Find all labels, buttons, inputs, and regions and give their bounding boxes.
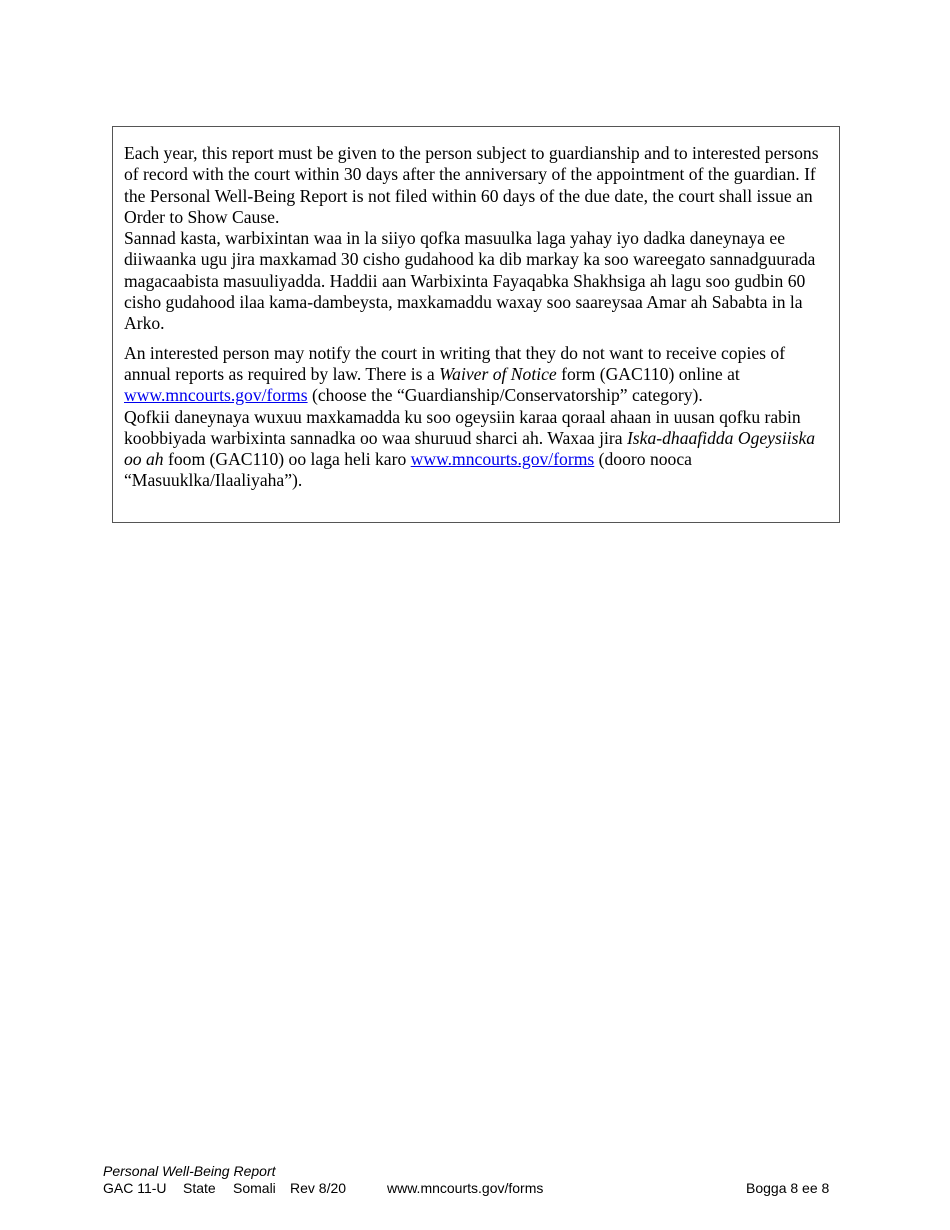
forms-link-somali[interactable]: www.mncourts.gov/forms [410,449,595,470]
waiver-somali-text-c: (dooro nooca “Masuuklka/Ilaaliyaha”). [124,449,692,491]
waiver-somali-text-a: Qofkii daneynaya wuxuu maxkamadda ku soo ogeysiin karaa qoraal ahaan in uusan qofku rabin koobbiyada warbixinta sannadka oo waa shuruud sharci ah. Waxaa jira [124,406,801,448]
annual-report-somali: Sannad kasta, warbixintan waa in la siiyo qofka masuulka laga yahay iyo dadka daneynaya ee diiwaanka ugu jira maxkamad 30 cisho gudahood ka dib markay ka soo wareegato sannadguurada magacaabista masuuliyadda. Haddii aan Warbixinta Fayaqabka Shakhsiga ah lagu soo gudbin 60 cisho gudahood ilaa kama-dambeysta, maxkamaddu waxay soo saareysaa Amar ah Sababta in la Arko. [124,228,816,334]
footer-language: Somali [233,1180,276,1196]
footer-revision: Rev 8/20 [290,1180,347,1196]
waiver-of-notice-title: Waiver of Notice [439,363,557,384]
footer-form-title: Personal Well-Being Report [103,1163,276,1179]
waiver-english-text-a: An interested person may notify the court in writing that they do not want to receive copies of annual reports as required by law. There is a [124,342,786,384]
notice-box [112,126,840,523]
footer-info-row [103,1180,831,1197]
waiver-somali-text-b: foom (GAC110) oo laga heli karo [163,449,411,470]
page-footer [103,1163,831,1197]
waiver-english-text-c: (choose the “Guardianship/Conservatorship” category). [307,385,703,406]
footer-page-number: Bogga 8 ee 8 [746,1180,830,1196]
forms-link-english[interactable]: www.mncourts.gov/forms [124,385,308,406]
waiver-paragraph [124,343,828,492]
footer-form-code: GAC 11-U [103,1180,167,1196]
footer-state: State [183,1180,216,1196]
annual-report-paragraph [124,143,828,335]
footer-url: www.mncourts.gov/forms [387,1180,544,1196]
waiver-english-text-b: form (GAC110) online at [556,363,740,384]
annual-report-english: Each year, this report must be given to the person subject to guardianship and to interested persons of record with the court within 30 days after the anniversary of the appointment of the guardian. If the Personal Well-Being Report is not filed within 60 days of the due date, the court shall issue an Order to Show Cause. [124,143,819,227]
waiver-somali-title: Iska-dhaafidda Ogeysiiska oo ah [124,427,816,470]
